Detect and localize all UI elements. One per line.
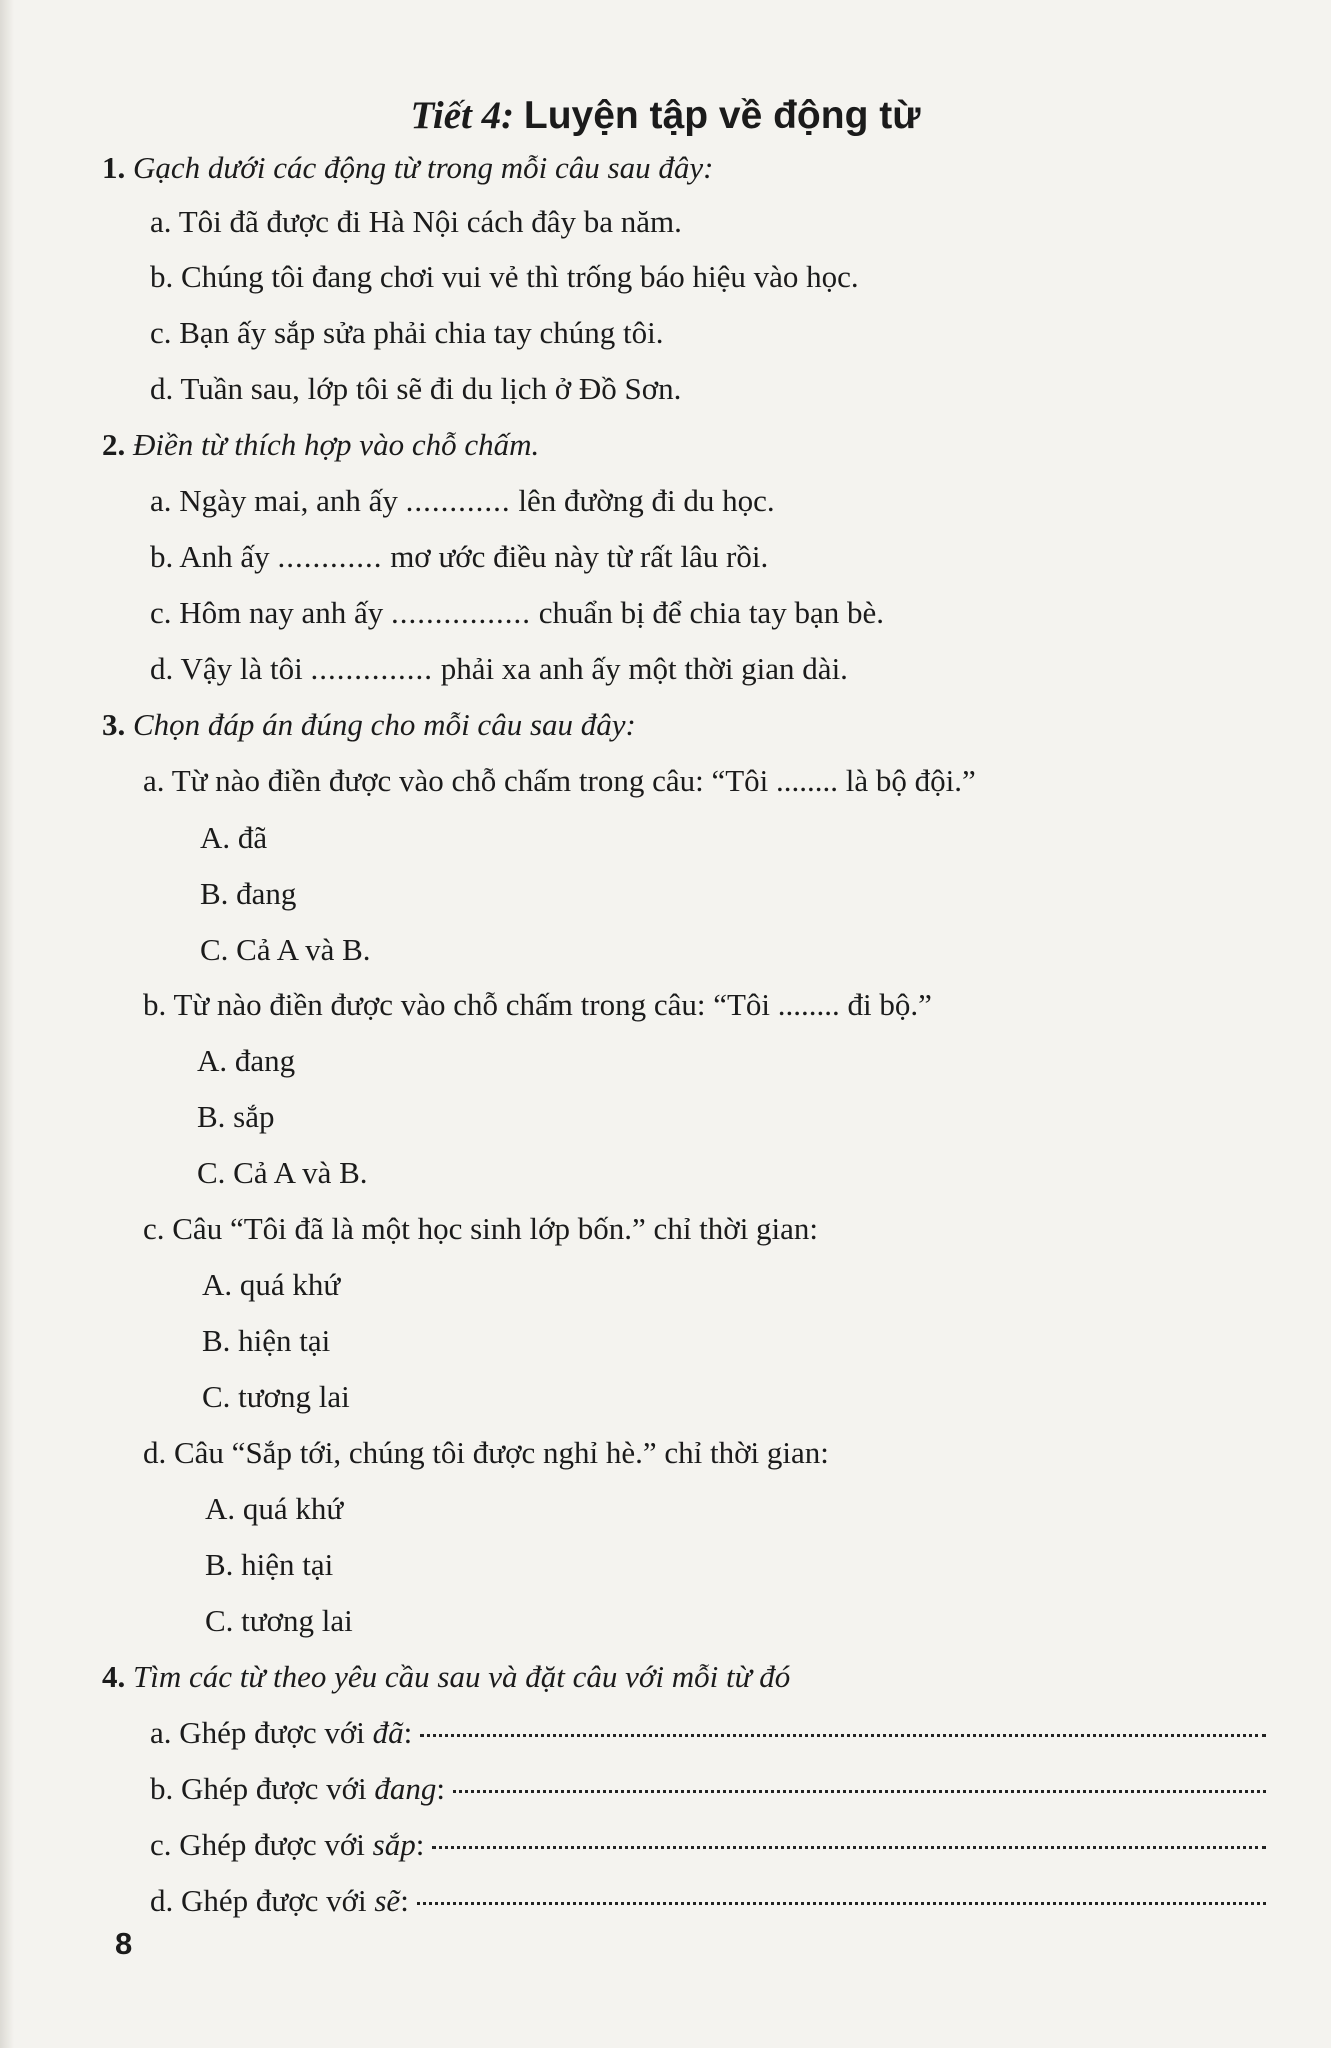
q2-item-a xyxy=(150,481,775,521)
q4-b-label: b. Ghép được với đang: xyxy=(150,1771,445,1806)
q2-b-blank: ............ xyxy=(277,539,383,574)
q3d-question: d. Câu “Sắp tới, chúng tôi được nghỉ hè.” chỉ thời gian: xyxy=(143,1435,829,1470)
q3a-question: a. Từ nào điền được vào chỗ chấm trong câu: “Tôi ........ là bộ đội.” xyxy=(143,763,976,798)
q2-b-before: b. Anh ấy xyxy=(150,539,270,574)
q1-item-c: c. Bạn ấy sắp sửa phải chia tay chúng tôi. xyxy=(150,315,664,350)
q2-c-blank: ................ xyxy=(391,595,532,630)
q4-row-b xyxy=(150,1769,1266,1809)
title-prefix: Tiết 4: xyxy=(410,94,515,137)
q4-d-answer-line[interactable] xyxy=(417,1902,1266,1905)
q3c-option-a: A. quá khứ xyxy=(202,1267,341,1302)
q3b-option-c: C. Cả A và B. xyxy=(197,1155,368,1190)
question-2-text: Điền từ thích hợp vào chỗ chấm. xyxy=(133,427,540,462)
q3c-option-c: C. tương lai xyxy=(202,1379,350,1414)
page-number: 8 xyxy=(115,1926,133,1961)
question-1-heading xyxy=(102,148,713,188)
q1-item-b: b. Chúng tôi đang chơi vui vẻ thì trống báo hiệu vào học. xyxy=(150,259,859,294)
q3a-option-b: B. đang xyxy=(200,876,297,911)
q4-b-answer-line[interactable] xyxy=(453,1790,1266,1793)
question-4-heading xyxy=(102,1657,790,1697)
page-title xyxy=(0,92,1331,140)
q4-a-label: a. Ghép được với đã: xyxy=(150,1715,413,1750)
question-3-text: Chọn đáp án đúng cho mỗi câu sau đây: xyxy=(133,707,636,742)
q4-a-word: đã xyxy=(372,1715,404,1750)
q2-d-before: d. Vậy là tôi xyxy=(150,651,303,686)
q4-b-word: đang xyxy=(374,1771,437,1806)
question-3-heading xyxy=(102,705,636,745)
page-edge-shadow xyxy=(0,0,14,2048)
title-main: Luyện tập về động từ xyxy=(523,94,921,137)
q2-d-after: phải xa anh ấy một thời gian dài. xyxy=(440,651,848,686)
q2-b-after: mơ ước điều này từ rất lâu rồi. xyxy=(390,539,769,574)
q4-c-word: sắp xyxy=(372,1827,416,1862)
q4-row-c xyxy=(150,1825,1266,1865)
q3b-option-a: A. đang xyxy=(197,1043,296,1078)
q3a-option-a: A. đã xyxy=(200,820,268,855)
q4-c-answer-line[interactable] xyxy=(432,1846,1266,1849)
q4-d-label: d. Ghép được với sẽ: xyxy=(150,1883,409,1918)
q4-c-label: c. Ghép được với sắp: xyxy=(150,1827,425,1862)
question-1-number: 1. xyxy=(102,150,126,185)
question-1-text: Gạch dưới các động từ trong mỗi câu sau đây: xyxy=(133,150,714,185)
q2-d-blank: .............. xyxy=(310,651,433,686)
q1-item-d: d. Tuần sau, lớp tôi sẽ đi du lịch ở Đồ Sơn. xyxy=(150,371,682,406)
question-2-heading xyxy=(102,425,539,465)
question-4-text: Tìm các từ theo yêu cầu sau và đặt câu với mỗi từ đó xyxy=(133,1659,791,1694)
q2-c-before: c. Hôm nay anh ấy xyxy=(150,595,384,630)
question-3-number: 3. xyxy=(102,707,126,742)
q2-c-after: chuẩn bị để chia tay bạn bè. xyxy=(538,595,884,630)
q3c-option-b: B. hiện tại xyxy=(202,1323,331,1358)
q3a-option-c: C. Cả A và B. xyxy=(200,932,371,967)
q3d-option-a: A. quá khứ xyxy=(205,1491,344,1526)
q2-item-d xyxy=(150,649,848,689)
q3b-question: b. Từ nào điền được vào chỗ chấm trong câu: “Tôi ........ đi bộ.” xyxy=(143,987,932,1022)
q2-item-b xyxy=(150,537,768,577)
q4-d-word: sẽ xyxy=(374,1883,401,1918)
q2-a-blank: ............ xyxy=(405,483,511,518)
q2-a-before: a. Ngày mai, anh ấy xyxy=(150,483,398,518)
question-4-number: 4. xyxy=(102,1659,126,1694)
q3d-option-c: C. tương lai xyxy=(205,1603,353,1638)
q1-item-a: a. Tôi đã được đi Hà Nội cách đây ba năm. xyxy=(150,204,682,239)
q4-row-a xyxy=(150,1713,1266,1753)
q4-a-answer-line[interactable] xyxy=(420,1734,1266,1737)
q3c-question: c. Câu “Tôi đã là một học sinh lớp bốn.” chỉ thời gian: xyxy=(143,1211,819,1246)
q2-item-c xyxy=(150,593,884,633)
q3b-option-b: B. sắp xyxy=(197,1099,275,1134)
q4-row-d xyxy=(150,1881,1266,1921)
q2-a-after: lên đường đi du học. xyxy=(518,483,775,518)
q3d-option-b: B. hiện tại xyxy=(205,1547,334,1582)
question-2-number: 2. xyxy=(102,427,126,462)
